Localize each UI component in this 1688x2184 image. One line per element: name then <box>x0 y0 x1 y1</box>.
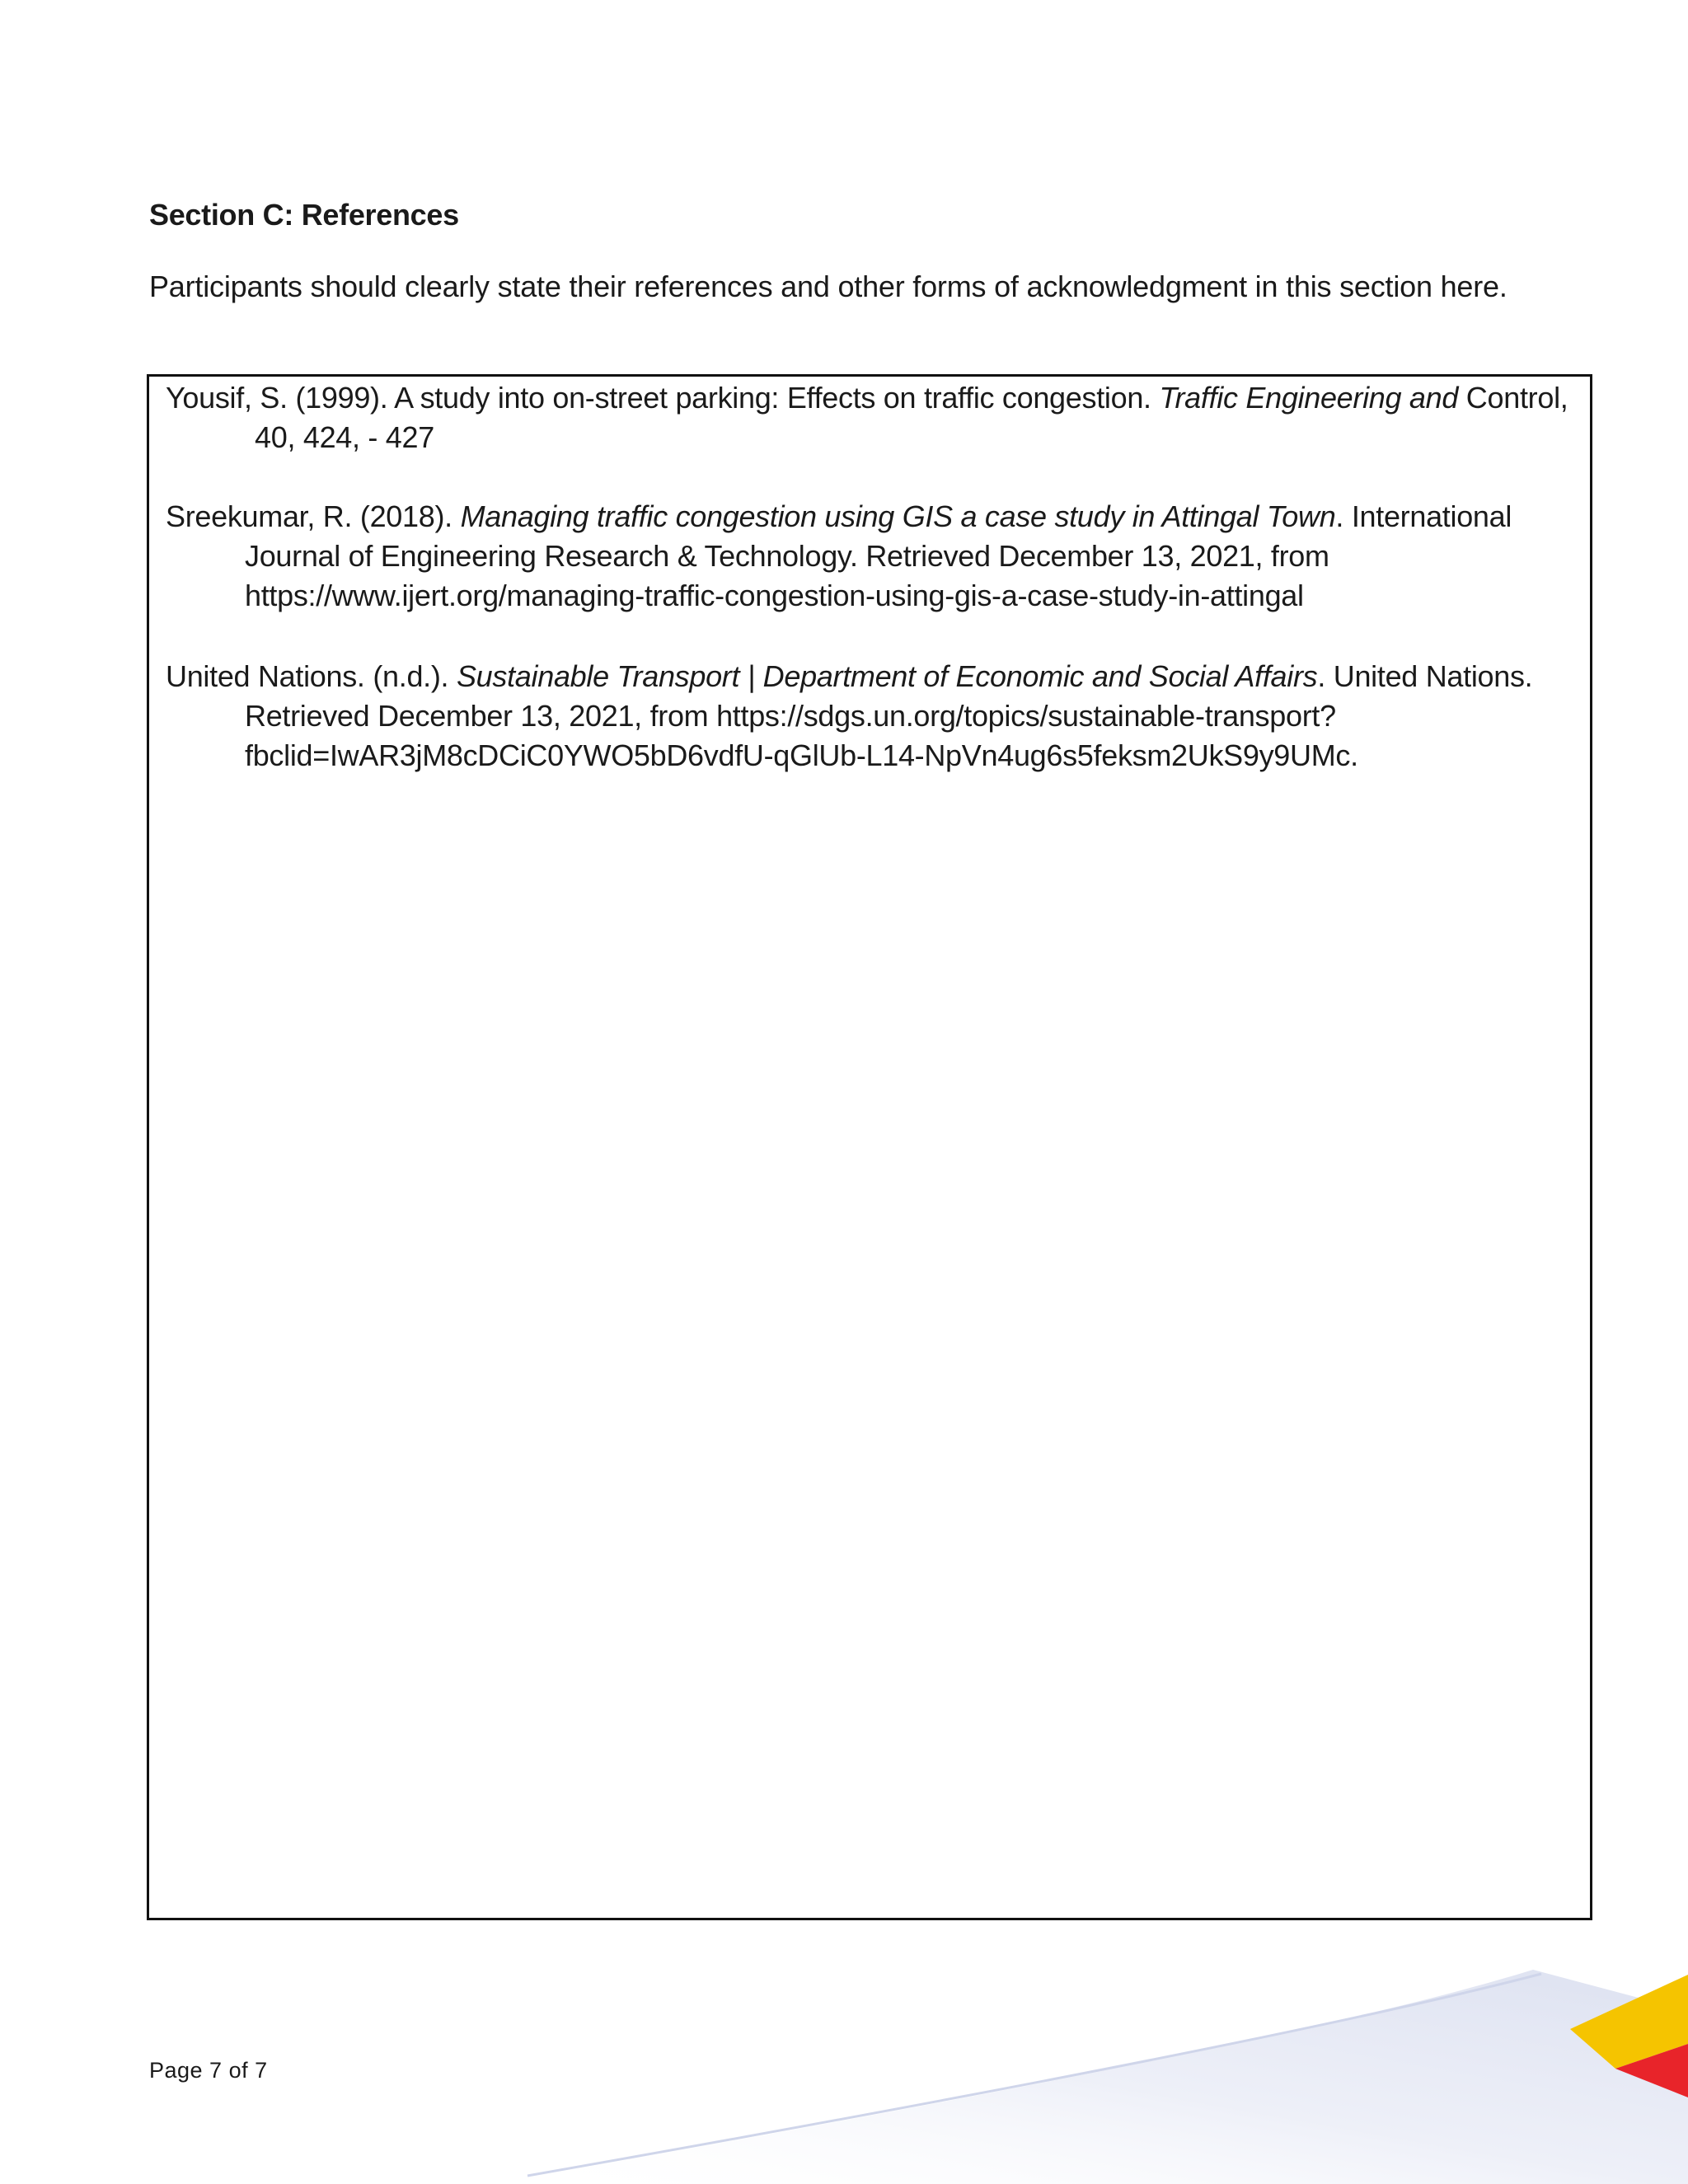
reference-text: . International Journal of Engineering Research & Technology. Retrieved December 13, 2021, from https://www.ijert.org/managing-traffic-congestion-using-gis-a-case-study-in-attingal <box>245 499 1512 612</box>
red-accent-shape <box>1615 2044 1688 2097</box>
reference-source-title: Sustainable Transport | Department of Economic and Social Affairs <box>456 659 1318 693</box>
reference-item <box>166 497 1575 616</box>
reference-item <box>166 657 1575 776</box>
yellow-accent-shape <box>1570 1975 1688 2069</box>
reference-text: United Nations. (n.d.). <box>166 659 457 693</box>
swoosh-line <box>528 1974 1541 2176</box>
swoosh-shape <box>495 1970 1688 2184</box>
reference-source-title: Managing traffic congestion using GIS a case study in Attingal Town <box>460 499 1336 533</box>
reference-text: . United Nations. Retrieved December 13, 2021, from https://sdgs.un.org/topics/sustainable-transport?fbclid=IwAR3jM8cDCiC0YWO5bD6vdfU-qGlUb-L14-NpVn4ug6s5feksm2UkS9y9UMc. <box>245 659 1533 772</box>
reference-item <box>166 378 1575 457</box>
section-title: Section C: References <box>149 198 459 232</box>
section-intro: Participants should clearly state their references and other forms of acknowledgment in this section here. <box>149 269 1507 303</box>
reference-text: Sreekumar, R. (2018). <box>166 499 461 533</box>
reference-source-title: Traffic Engineering and <box>1159 381 1459 415</box>
reference-text: Yousif, S. (1999). A study into on-street parking: Effects on traffic congestion. <box>166 381 1160 415</box>
reference-text: Control, 40, 424, - 427 <box>255 381 1568 454</box>
references-box <box>147 374 1592 1920</box>
page-number: Page 7 of 7 <box>149 2058 268 2083</box>
